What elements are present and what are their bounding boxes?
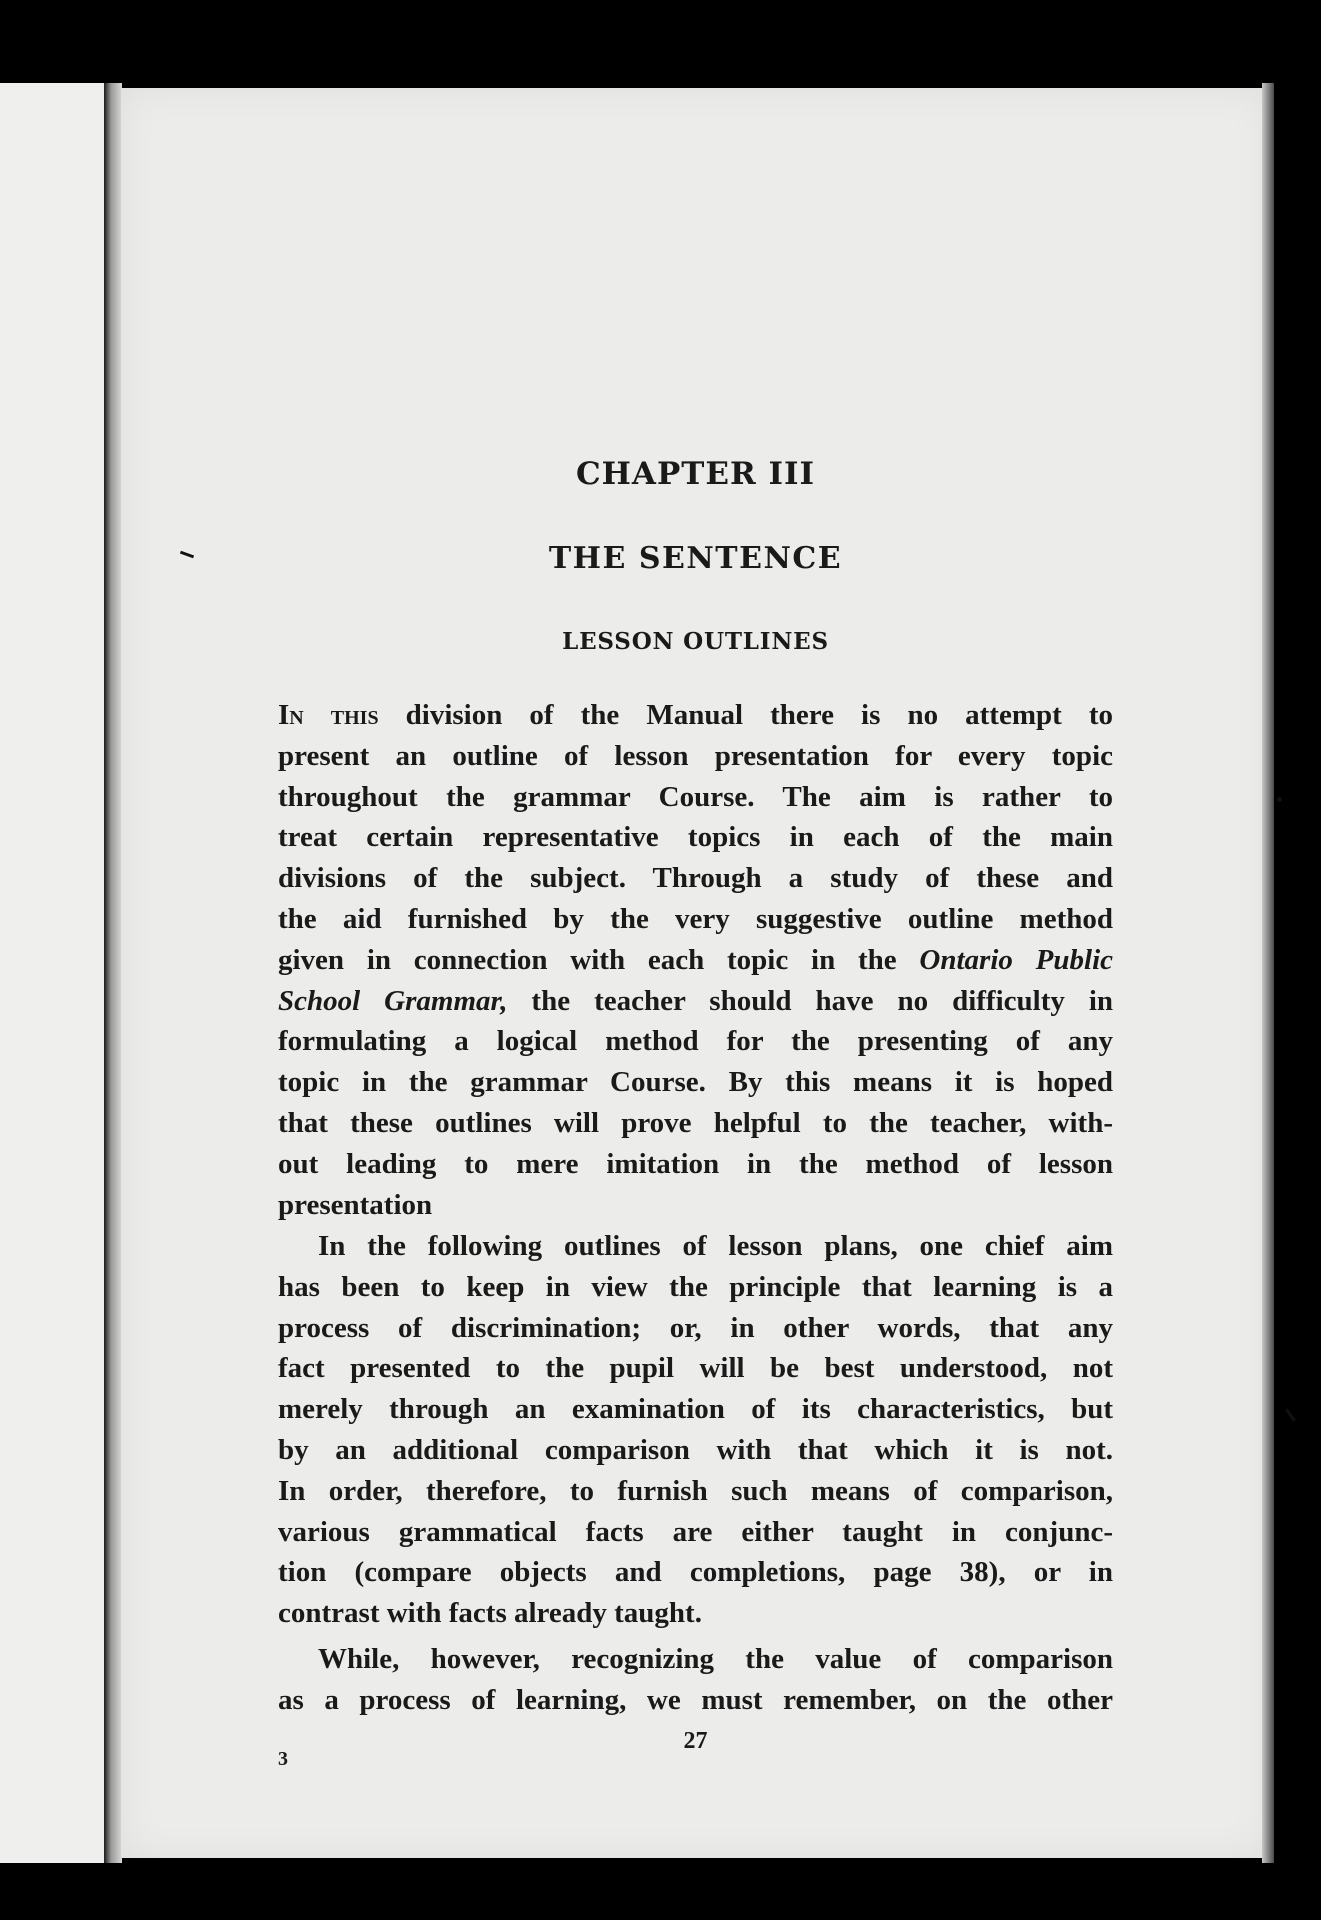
paragraph-1 — [278, 695, 1113, 1225]
paragraph-line: given in connection with each topic in the Ontario Public — [278, 943, 1114, 976]
paragraph-line: the aid furnished by the very suggestive outline method — [278, 902, 1113, 935]
paragraph-line: as a process of learning, we must remember, on the other — [278, 1683, 1113, 1716]
book-spine — [104, 83, 122, 1863]
paragraph-line: presentation — [278, 1188, 433, 1221]
paragraph-line: formulating a logical method for the presenting of any — [278, 1025, 1113, 1058]
paragraph-line: merely through an examination of its characteristics, but — [278, 1393, 1113, 1426]
paragraph-line: In order, therefore, to furnish such means of comparison, — [278, 1474, 1113, 1507]
paragraph-line: throughout the grammar Course. The aim is rather to — [278, 780, 1113, 813]
paragraph-line: tion (compare objects and completions, page 38), or in — [278, 1556, 1113, 1589]
paragraph-line: While, however, recognizing the value of comparison — [318, 1643, 1113, 1675]
paragraph-line: contrast with facts already taught. — [278, 1597, 702, 1630]
left-page-edge — [0, 83, 120, 1863]
paragraph-line: process of discrimination; or, in other words, that any — [278, 1311, 1113, 1344]
book-page — [121, 88, 1269, 1858]
scan-speck — [1277, 797, 1282, 802]
paragraph-line: topic in the grammar Course. By this means it is hoped — [278, 1066, 1113, 1099]
paragraph-line: various grammatical facts are either taught in conjunc- — [278, 1515, 1113, 1548]
signature-mark: 3 — [278, 1748, 288, 1770]
chapter-heading: CHAPTER III — [575, 456, 816, 492]
paragraph-line: out leading to mere imitation in the method of lesson — [278, 1147, 1113, 1180]
paragraph-line: In the following outlines of lesson plans, one chief aim — [318, 1230, 1113, 1262]
paragraph-line: fact presented to the pupil will be best understood, not — [278, 1352, 1113, 1385]
paragraph-line: treat certain representative topics in each of the main — [278, 821, 1113, 854]
right-page-edge — [1262, 83, 1274, 1863]
subsection-heading: LESSON OUTLINES — [562, 628, 829, 655]
paragraph-line: that these outlines will prove helpful to the teacher, with- — [278, 1106, 1113, 1139]
paragraph-line: divisions of the subject. Through a study of these and — [278, 862, 1113, 895]
paragraph-line: School Grammar, the teacher should have no difficulty in — [278, 984, 1114, 1017]
paragraph-2 — [278, 1226, 1113, 1634]
paragraph-line: by an additional comparison with that which it is not. — [278, 1433, 1113, 1466]
paragraph-3 — [278, 1639, 1113, 1721]
scan-speck — [1285, 1408, 1295, 1421]
paragraph-line: present an outline of lesson presentation for every topic — [278, 739, 1113, 772]
paragraph-line: has been to keep in view the principle that learning is a — [278, 1270, 1113, 1303]
section-heading: THE SENTENCE — [548, 541, 843, 576]
page-number: 27 — [683, 1728, 708, 1754]
paragraph-line: In this division of the Manual there is no attempt to — [278, 699, 1113, 731]
